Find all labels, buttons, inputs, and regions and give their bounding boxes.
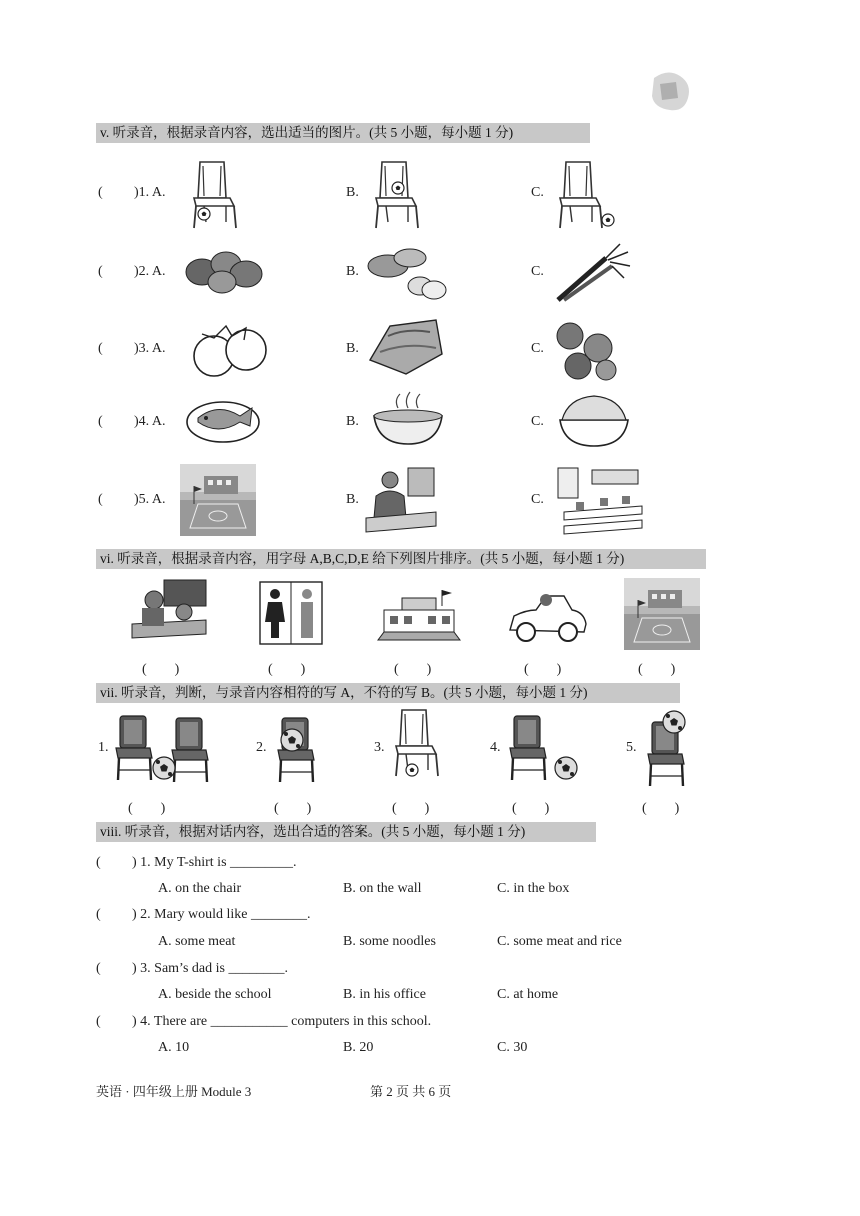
chair-ball-beside-picture <box>556 158 618 234</box>
item-number: 3. <box>374 740 385 755</box>
section-vi-header: vi. 听录音，根据录音内容，用字母 A,B,C,D,E 给下列图片排序。(共 5 小题，每小题 1 分) <box>96 549 706 569</box>
choice-c: C. some meat and rice <box>497 934 622 949</box>
question-stem: ) 3. Sam’s dad is ________. <box>132 961 288 976</box>
chair-ball-on-seat-picture <box>270 710 322 788</box>
answer-blank[interactable]: ( ) <box>142 662 180 677</box>
choice-a: A. on the chair <box>158 881 242 896</box>
section-viii-header: viii. 听录音，根据对话内容，选出合适的答案。(共 5 小题，每小题 1 分) <box>96 822 596 842</box>
onions-picture <box>552 314 622 384</box>
option-label: C. <box>531 264 544 279</box>
option-label: C. <box>531 185 544 200</box>
item-number: 2. <box>256 740 267 755</box>
teacher-office-picture <box>364 466 438 536</box>
choice-a: A. 10 <box>158 1040 190 1055</box>
meat-picture <box>366 314 446 378</box>
answer-blank[interactable]: ( ) <box>524 662 562 677</box>
choice-c: C. 30 <box>497 1040 528 1055</box>
answer-blank[interactable]: ( ) <box>392 801 430 816</box>
option-label: B. <box>346 264 359 279</box>
rice-picture <box>554 390 634 450</box>
playground-picture <box>624 578 700 650</box>
car-picture <box>506 584 588 646</box>
chair-ball-under-picture <box>190 158 244 234</box>
paren-open: ( <box>96 855 101 870</box>
footer-page-number: 第 2 页 共 6 页 <box>370 1084 452 1099</box>
choice-a: A. some meat <box>158 934 236 949</box>
question-label: )1. A. <box>134 185 166 200</box>
paren-open: ( <box>96 1014 101 1029</box>
paren-open: ( <box>96 907 101 922</box>
paren-open: ( <box>98 264 103 279</box>
answer-blank[interactable]: ( ) <box>268 662 306 677</box>
choice-b: B. in his office <box>343 987 426 1002</box>
answer-blank[interactable]: ( ) <box>638 662 676 677</box>
choice-a: A. beside the school <box>158 987 272 1002</box>
footer-book-info: 英语 · 四年级上册 Module 3 <box>96 1084 252 1099</box>
option-label: C. <box>531 341 544 356</box>
option-label: B. <box>346 414 359 429</box>
question-label: )5. A. <box>134 492 166 507</box>
carrots-picture <box>554 240 634 304</box>
two-chairs-ball-between-picture <box>112 710 212 782</box>
classroom-picture <box>128 576 210 650</box>
option-label: C. <box>531 414 544 429</box>
paren-open: ( <box>98 492 103 507</box>
section-v-header: v. 听录音，根据录音内容，选出适当的图片。(共 5 小题，每小题 1 分) <box>96 123 590 143</box>
answer-blank[interactable]: ( ) <box>512 801 550 816</box>
tomatoes-picture <box>186 318 270 382</box>
item-number: 5. <box>626 740 637 755</box>
section-vii-header: vii. 听录音，判断，与录音内容相符的写 A，不符的写 B。(共 5 小题，每小题 1 分) <box>96 683 680 703</box>
answer-blank[interactable]: ( ) <box>274 801 312 816</box>
toilet-picture <box>258 580 324 646</box>
potatoes-picture <box>366 244 450 302</box>
item-number: 1. <box>98 740 109 755</box>
soup-picture <box>368 390 448 448</box>
question-stem: ) 4. There are ___________ computers in this school. <box>132 1014 432 1029</box>
choice-b: B. some noodles <box>343 934 436 949</box>
answer-blank[interactable]: ( ) <box>642 801 680 816</box>
option-label: B. <box>346 185 359 200</box>
chair-ball-beside-picture <box>506 710 582 784</box>
answer-blank[interactable]: ( ) <box>394 662 432 677</box>
paren-open: ( <box>98 185 103 200</box>
answer-blank[interactable]: ( ) <box>128 801 166 816</box>
option-label: C. <box>531 492 544 507</box>
option-label: B. <box>346 341 359 356</box>
paren-open: ( <box>98 414 103 429</box>
eggs-picture <box>184 246 268 296</box>
paren-open: ( <box>98 341 103 356</box>
choice-c: C. in the box <box>497 881 570 896</box>
question-label: )2. A. <box>134 264 166 279</box>
paren-open: ( <box>96 961 101 976</box>
choice-b: B. 20 <box>343 1040 374 1055</box>
choice-c: C. at home <box>497 987 559 1002</box>
question-stem: ) 1. My T-shirt is _________. <box>132 855 297 870</box>
choice-b: B. on the wall <box>343 881 422 896</box>
school-building-picture <box>376 588 462 642</box>
option-label: B. <box>346 492 359 507</box>
item-number: 4. <box>490 740 501 755</box>
question-label: )3. A. <box>134 341 166 356</box>
playground-picture <box>180 464 256 536</box>
chair-ball-on-picture <box>372 158 426 234</box>
corner-smudge <box>648 68 696 114</box>
question-label: )4. A. <box>134 414 166 429</box>
fish-picture <box>184 392 262 446</box>
chair-ball-on-top-picture <box>640 710 696 786</box>
question-stem: ) 2. Mary would like ________. <box>132 907 311 922</box>
computer-room-picture <box>556 466 646 538</box>
chair-ball-under-picture <box>392 706 452 782</box>
